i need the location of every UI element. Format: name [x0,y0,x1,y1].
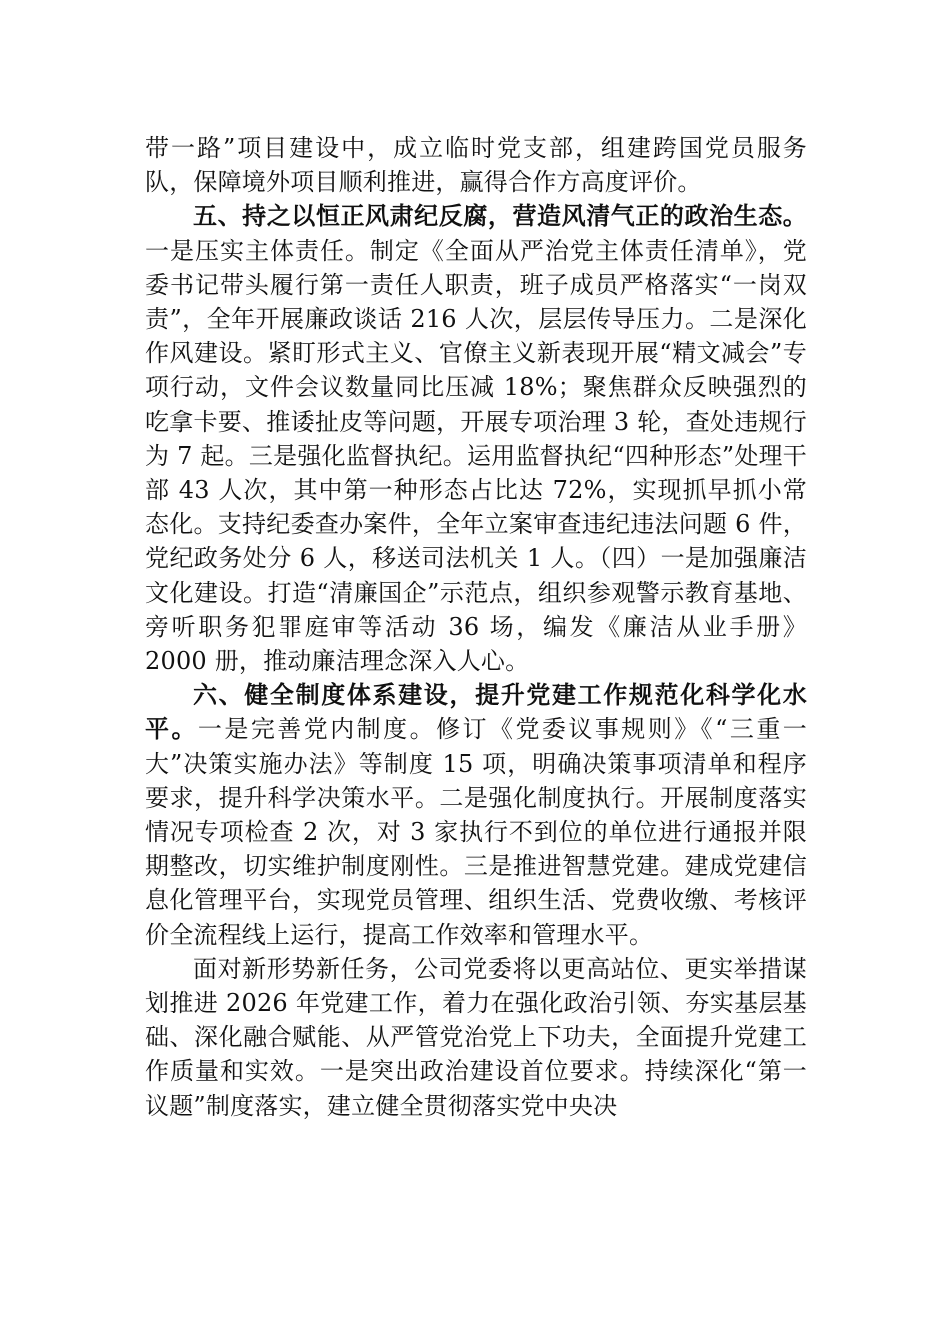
section-heading: 六、健全制度体系建设，提升党建工作规范化科学化水平。 [145,680,807,744]
paragraph-text: 一是压实主体责任。制定《全面从严治党主体责任清单》，党委书记带头履行第一责任人职责，班子成员严格落实“一岗双责”，全年开展廉政谈话 216 人次，层层传导压力。二是深化作风建设。紧盯形式主义、官僚主义新表现开展“精文减会”专项行动，文件会议数量同比压减 18%；聚焦群众反映强烈的吃拿卡要、推诿扯皮等问题，开展专项治理 3 轮，查处违规行为 7 起。三是强化监督执纪。运用监督执纪“四种形态”处理干部 43 人次，其中第一种形态占比达 72%，实现抓早抓小常态化。支持纪委查办案件，全年立案审查违纪违法问题 6 件，党纪政务处分 6 人，移送司法机关 1 人。（四）一是加强廉洁文化建设。打造“清廉国企”示范点，组织参观警示教育基地、旁听职务犯罪庭审等活动 36 场，编发《廉洁从业手册》2000 册，推动廉洁理念深入人心。 [145,236,807,676]
paragraph-text: 面对新形势新任务，公司党委将以更高站位、更实举措谋划推进 2026 年党建工作，着力在强化政治引领、夯实基层基础、深化融合赋能、从严管党治党上下功夫，全面提升党建工作质量和实效。一是突出政治建设首位要求。持续深化“第一议题”制度落实，建立健全贯彻落实党中央决 [145,954,807,1120]
paragraph-outlook [145,952,807,1123]
paragraph-text: 一是完善党内制度。修订《党委议事规则》《“三重一大”决策实施办法》等制度 15 项，明确决策事项清单和程序要求，提升科学决策水平。二是强化制度执行。开展制度落实情况专项检查 2 次，对 3 家执行不到位的单位进行通报并限期整改，切实维护制度刚性。三是推进智慧党建。建成党建信息化管理平台，实现党员管理、组织生活、党费收缴、考核评价全流程线上运行，提高工作效率和管理水平。 [145,715,807,949]
paragraph-section-six [145,678,807,952]
paragraph-continuation [145,131,807,199]
paragraph-section-five [145,199,807,678]
section-heading: 五、持之以恒正风肃纪反腐，营造风清气正的政治生态。 [193,201,807,231]
paragraph-text: 带一路”项目建设中，成立临时党支部，组建跨国党员服务队，保障境外项目顺利推进，赢得合作方高度评价。 [145,134,807,197]
document-body [145,131,807,1123]
